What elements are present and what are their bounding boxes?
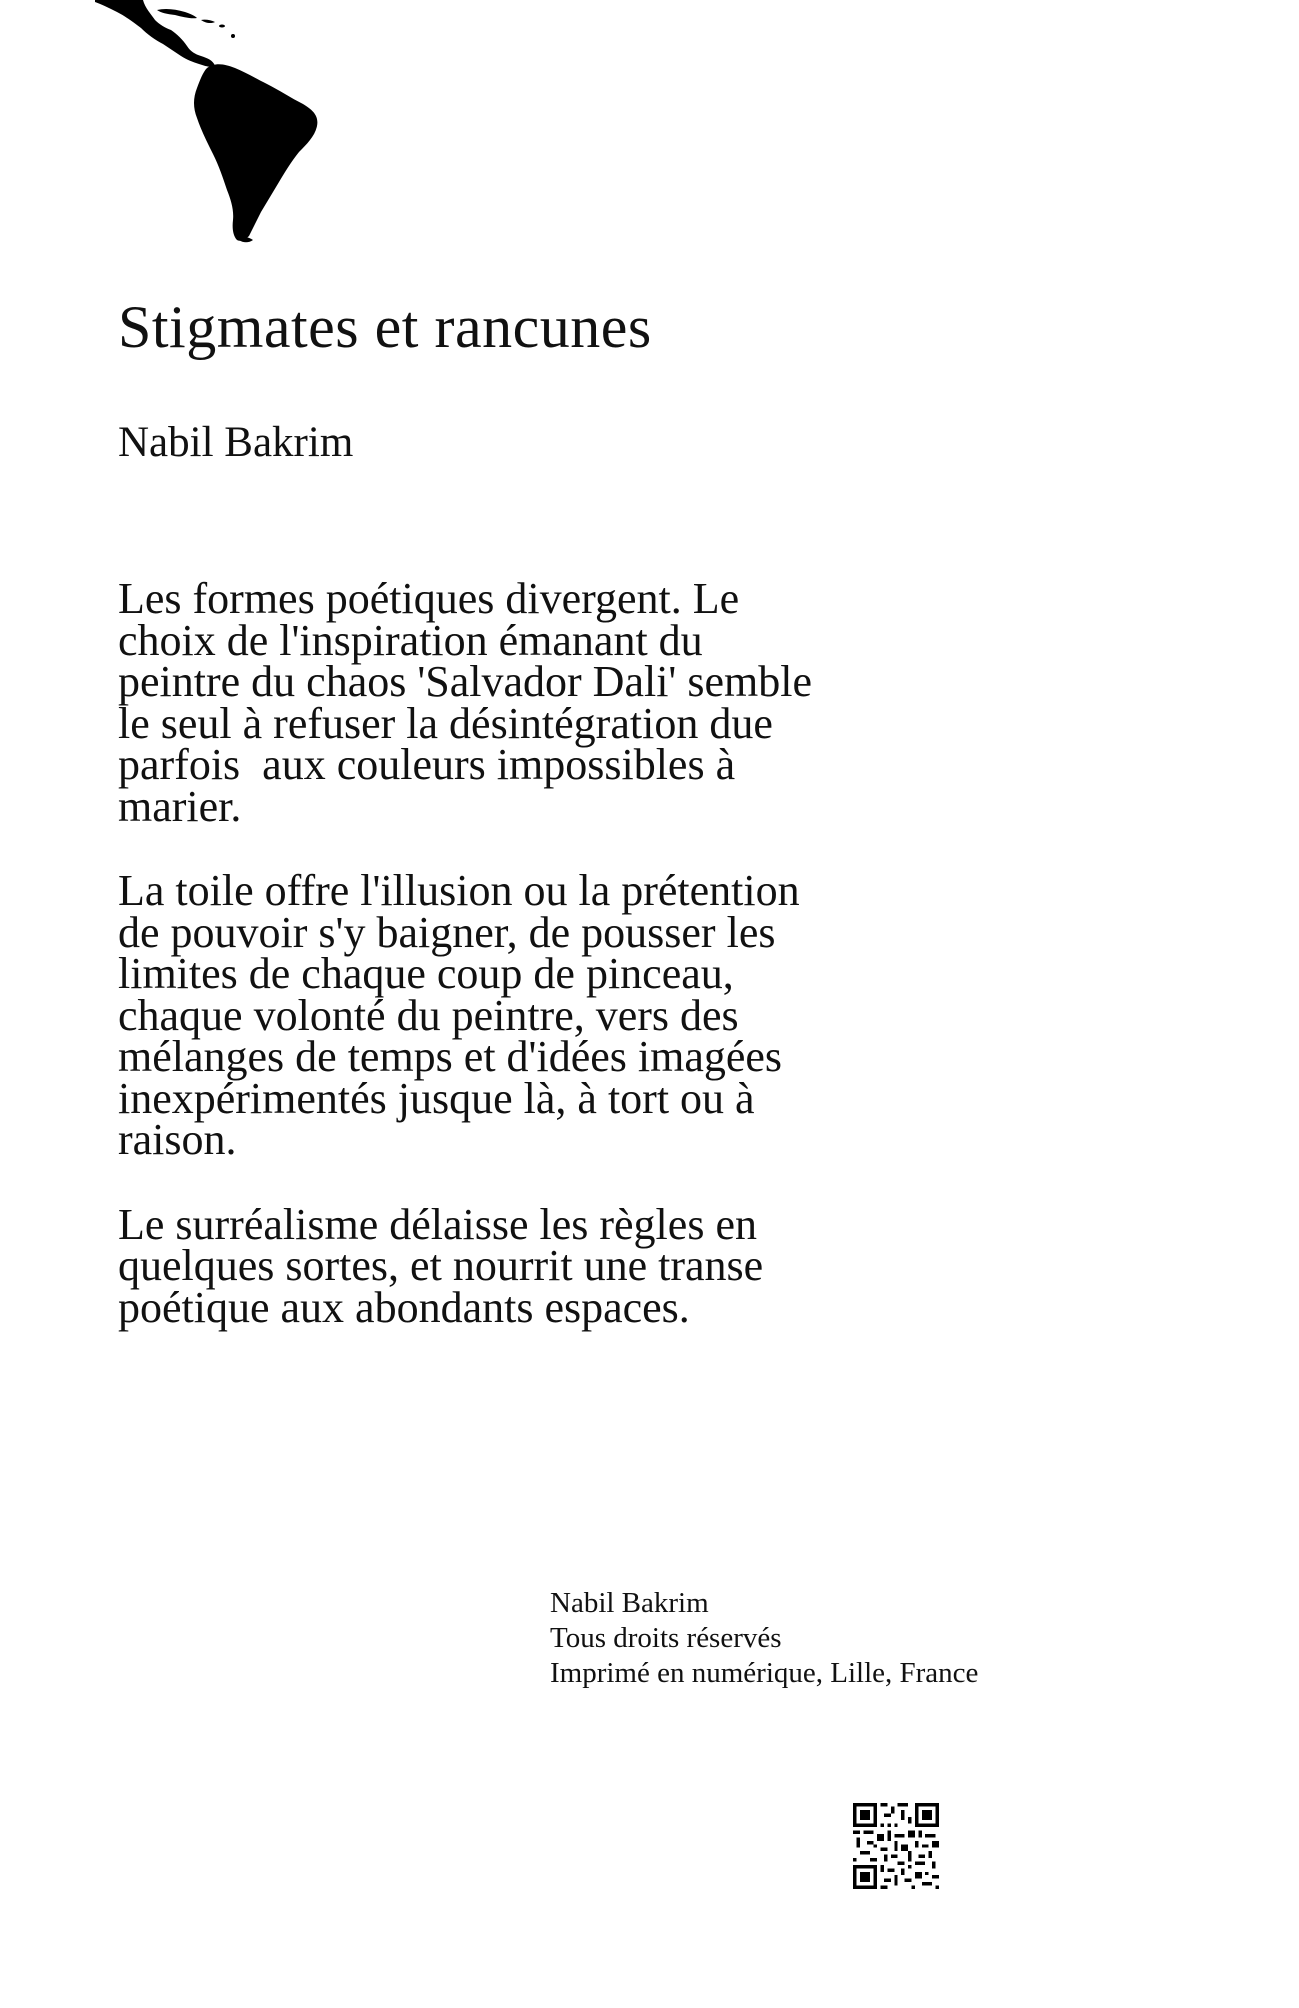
blurb-paragraph: Les formes poétiques divergent. Le choix de l'inspiration émanant du peintre du chaos 'Salvador Dali' semble le seul à refuser la désintégration due parfois aux couleurs impossibles à marier. [118, 574, 812, 831]
book-title: Stigmates et rancunes [118, 294, 652, 360]
blurb-paragraph: La toile offre l'illusion ou la prétention de pouvoir s'y baigner, de pousser les limites de chaque coup de pinceau, chaque volonté du peintre, vers des mélanges de temps et d'idées imagées inexpérimentés jusque là, à tort ou à raison. [118, 866, 800, 1164]
hispaniola-shape [201, 20, 215, 23]
book-author: Nabil Bakrim [118, 419, 354, 466]
cuba-shape [157, 9, 197, 18]
colophon [550, 1586, 978, 1691]
back-cover-blurb [118, 574, 968, 1371]
tierra-del-fuego-shape [239, 237, 253, 242]
island-dot [231, 34, 235, 38]
south-america-shape [194, 64, 317, 241]
colophon-rights: Tous droits réservés [550, 1622, 782, 1654]
qr-code-icon [853, 1803, 939, 1889]
colophon-author: Nabil Bakrim [550, 1587, 709, 1619]
americas-map-illustration [95, 0, 325, 245]
colophon-printing: Imprimé en numérique, Lille, France [550, 1657, 979, 1689]
blurb-paragraph: Le surréalisme délaisse les règles en quelques sortes, et nourrit une transe poétique aux abondants espaces. [118, 1199, 764, 1332]
island-dot [219, 25, 225, 28]
central-america-shape [95, 0, 215, 67]
